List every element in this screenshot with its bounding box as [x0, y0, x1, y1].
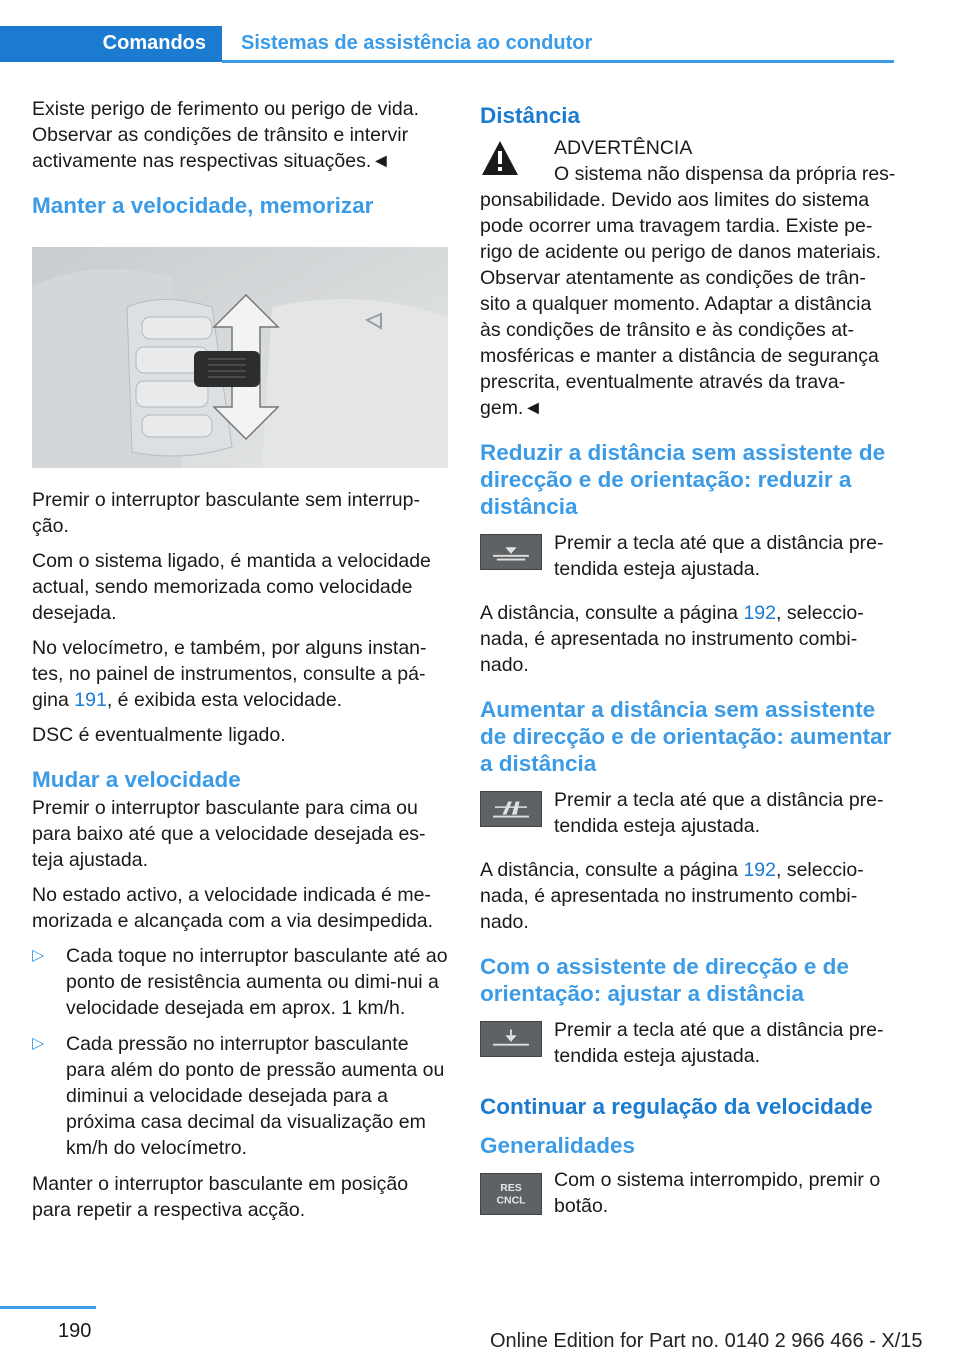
heading-general: Generalidades [480, 1133, 636, 1158]
warning-label: ADVERTÊNCIA [554, 137, 693, 159]
distance-ref-a: A distância, consulte a página [480, 859, 744, 881]
page-link-192[interactable]: 192 [743, 859, 776, 881]
list-item [32, 1031, 448, 1161]
change-speed-text: Premir o interruptor basculante para cima ou para baixo até que a velocidade desejada es-teja ajustada. [32, 797, 426, 871]
distance-ref-b: , seleccio-nada, é apresentada no instrumento combi-nado. [480, 859, 864, 933]
res-label: RES [500, 1183, 522, 1195]
footer-rule [0, 1306, 96, 1309]
list-item-text: Cada toque no interruptor basculante até ao ponto de resistência aumenta ou dimi-nui a velocidade desejada em aprox. 1 km/h. [66, 945, 448, 1019]
heading-reduce-distance: Reduzir a distância sem assistente de direcção e de orientação: reduzir a distância [480, 440, 886, 519]
distance-increase-button-icon [480, 791, 542, 827]
header-rule [222, 60, 894, 63]
active-state-text: No estado activo, a velocidade indicada é me-morizada e alcançada com a via desimpedida. [32, 884, 434, 932]
speedometer-text-a: No velocímetro, e também, por alguns instan-tes, no painel de instrumentos, consulte a pá-gina [32, 637, 427, 711]
resume-text: Com o sistema interrompido, premir o botão. [554, 1169, 881, 1217]
warning-triangle-icon [480, 139, 520, 177]
distance-ref-text-1 [480, 600, 896, 678]
right-column [480, 96, 896, 1237]
steering-wheel-switch-photo [32, 247, 448, 468]
intro-text: Existe perigo de ferimento ou perigo de vida. Observar as condições de trânsito e intervir activamente nas respectivas situações.◄ [32, 98, 419, 172]
speedometer-text [32, 635, 448, 713]
warning-first-line: O sistema não dispensa da própria res- [554, 163, 896, 185]
heading-keep-speed: Manter a velocidade, memorizar [32, 193, 374, 218]
heading-with-assistant: Com o assistente de direcção e de orientação: ajustar a distância [480, 954, 849, 1006]
triangle-bullet-icon: ▷ [32, 947, 45, 964]
increase-distance-text: Premir a tecla até que a distância pre-tendida esteja ajustada. [554, 789, 884, 837]
heading-increase-distance: Aumentar a distância sem assistente de direcção e de orientação: aumentar a distância [480, 697, 892, 776]
cncl-label: CNCL [496, 1195, 526, 1207]
heading-continue: Continuar a regulação da velocidade [480, 1094, 873, 1119]
speedometer-text-b: , é exibida esta velocidade. [106, 689, 343, 711]
resume-row [480, 1167, 896, 1221]
press-switch-text: Premir o interruptor basculante sem interrup-ção. [32, 489, 420, 537]
page-number: 190 [58, 1320, 92, 1342]
reduce-distance-text: Premir a tecla até que a distância pre-tendida esteja ajustada. [554, 532, 884, 580]
distance-reduce-button-icon [480, 534, 542, 570]
list-item [32, 943, 448, 1021]
left-column [32, 96, 448, 1232]
list-item-text: Cada pressão no interruptor basculante para além do ponto de pressão aumenta ou diminui a velocidade desejada para a próxima casa decimal da visualização em km/h do velocímetro. [66, 1033, 445, 1159]
distance-ref-text-2 [480, 857, 896, 935]
distance-ref-a: A distância, consulte a página [480, 602, 744, 624]
distance-adjust-button-icon [480, 1021, 542, 1057]
warning-text: ponsabilidade. Devido aos limites do sistema pode ocorrer uma travagem tardia. Existe pe-rigo de acidente ou perigo de danos materiais. Observar atentamente as condições de trân-sito a qualquer momento. Adaptar a distância às condições de trânsito e às condições at-mosféricas e manter a distância de segurança prescrita, eventualmente através da trava-gem.◄ [480, 189, 882, 419]
heading-distance: Distância [480, 103, 581, 128]
chapter-tab-label: Comandos [102, 32, 206, 54]
increase-distance-row [480, 787, 896, 841]
res-cncl-button-icon [480, 1173, 542, 1215]
chapter-tab[interactable] [0, 26, 222, 62]
hold-switch-text: Manter o interruptor basculante em posição para repetir a respectiva acção. [32, 1173, 409, 1221]
section-title[interactable]: Sistemas de assistência ao condutor [241, 32, 593, 54]
heading-change-speed: Mudar a velocidade [32, 767, 241, 792]
assistant-distance-row [480, 1017, 896, 1071]
edition-text: Online Edition for Part no. 0140 2 966 466 - X/15 [490, 1330, 923, 1352]
warning-block [480, 135, 896, 187]
reduce-distance-row [480, 530, 896, 584]
system-on-text: Com o sistema ligado, é mantida a velocidade actual, sendo memorizada como velocidade desejada. [32, 550, 431, 624]
triangle-bullet-icon: ▷ [32, 1035, 45, 1052]
page-link-191[interactable]: 191 [74, 689, 107, 711]
assistant-distance-text: Premir a tecla até que a distância pre-tendida esteja ajustada. [554, 1019, 884, 1067]
page-link-192[interactable]: 192 [743, 602, 776, 624]
speed-bullet-list [32, 943, 448, 1161]
distance-ref-b: , seleccio-nada, é apresentada no instrumento combi-nado. [480, 602, 864, 676]
dsc-text: DSC é eventualmente ligado. [32, 724, 286, 746]
